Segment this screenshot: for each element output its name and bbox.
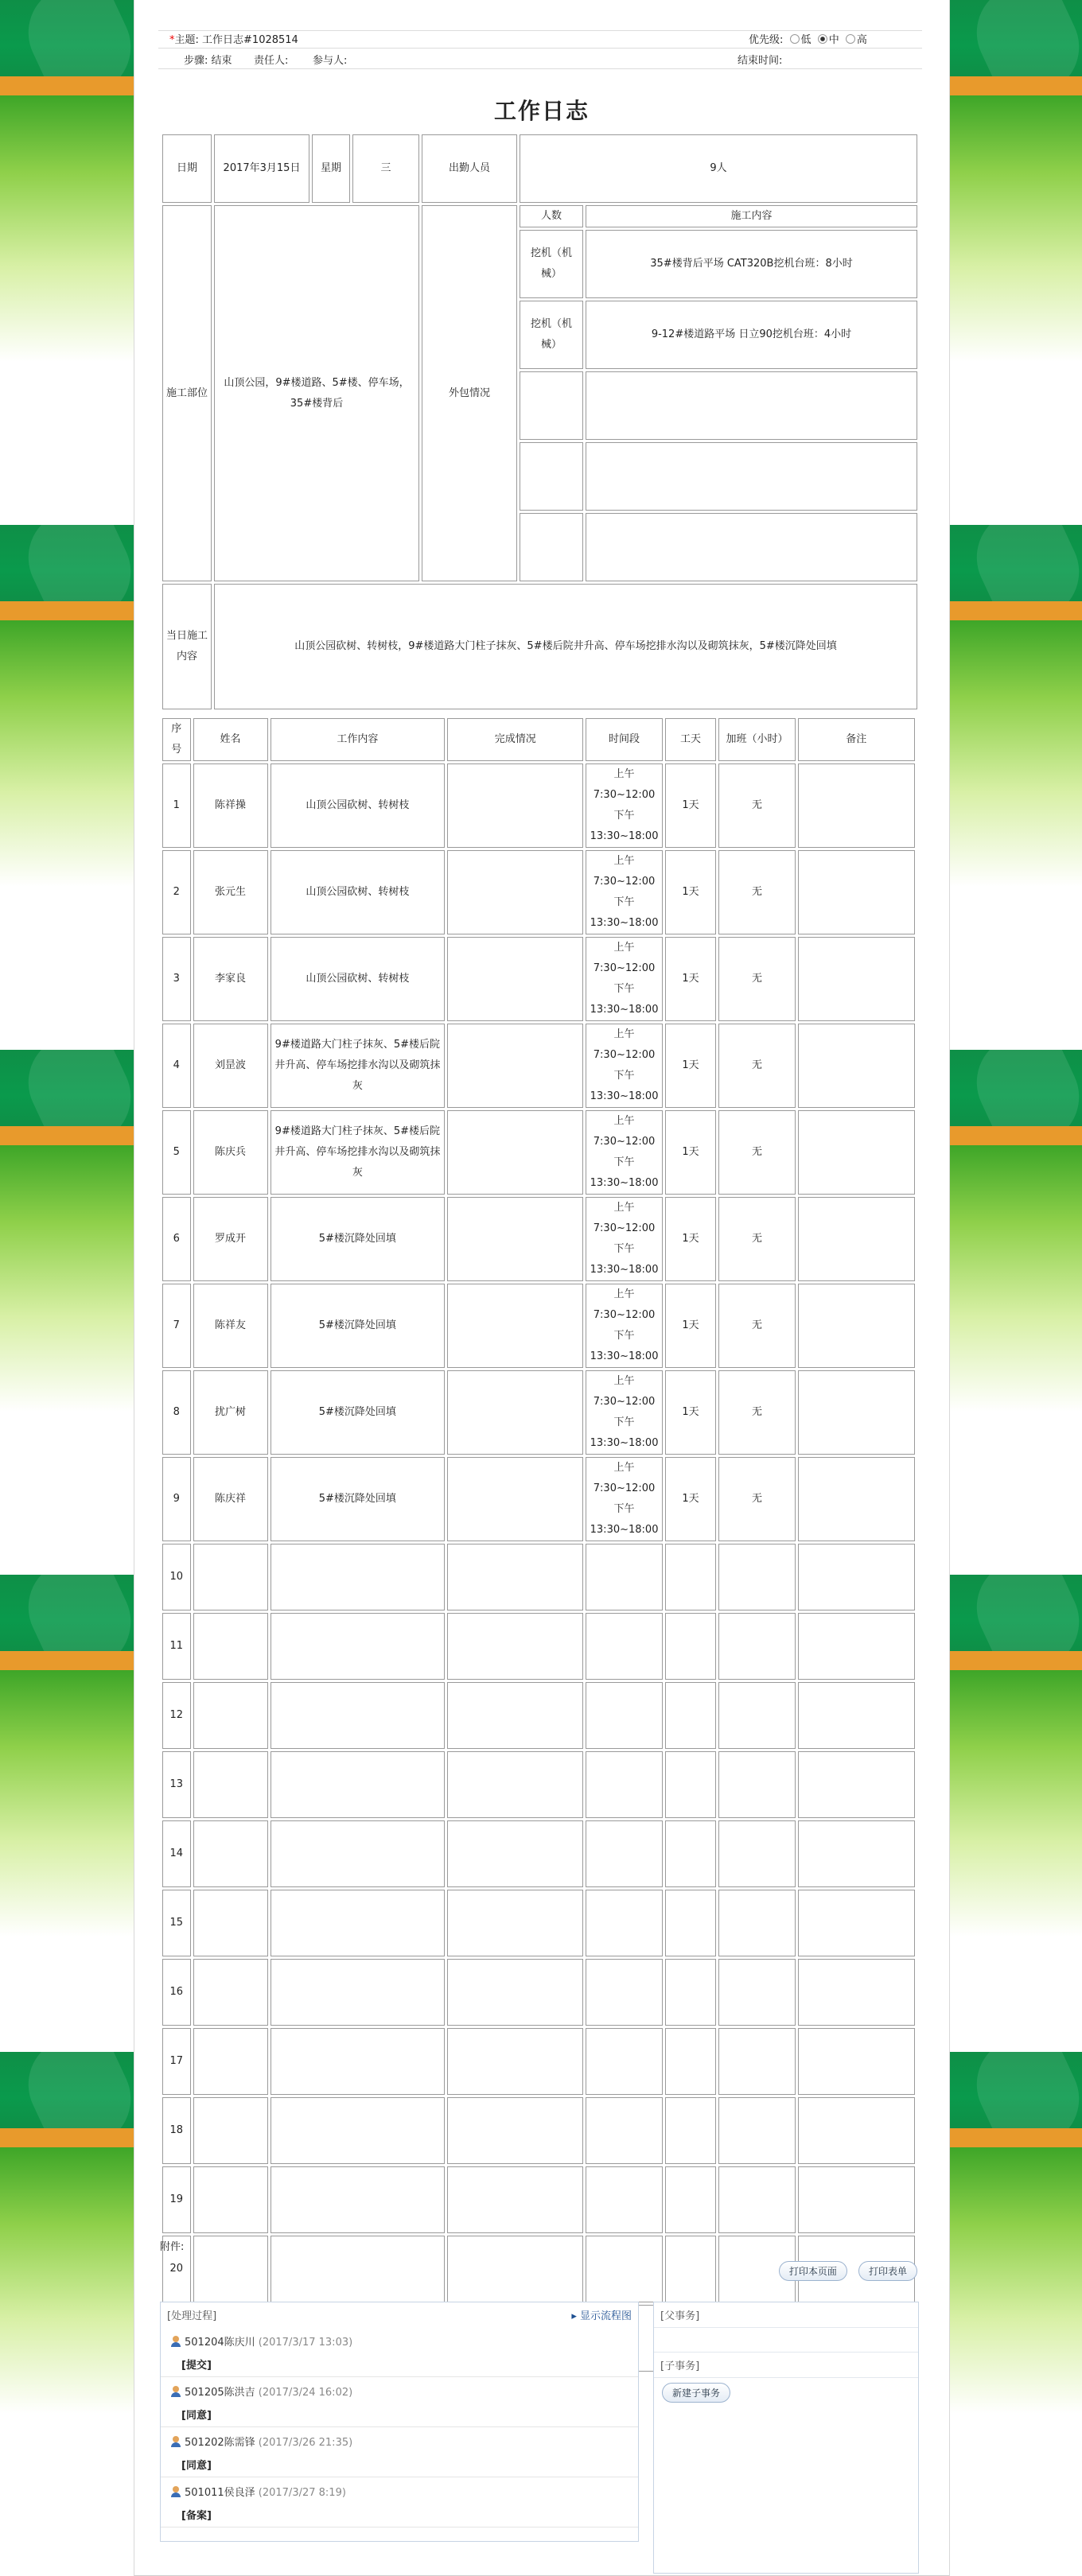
outsource-content: 35#楼背后平场 CAT320B挖机台班：8小时 (586, 230, 917, 298)
step-field: 步骤: 结束 (184, 55, 232, 67)
owner-field: 责任人: (254, 55, 289, 67)
step-time: (2017/3/27 8:19) (258, 2487, 346, 2499)
overtime: 无 (718, 937, 795, 1021)
completion (447, 850, 583, 934)
table-row (162, 763, 915, 848)
row-number: 13 (162, 1751, 191, 1818)
table-row (162, 1959, 915, 2026)
completion (447, 1613, 583, 1680)
outsource-count (520, 442, 583, 511)
completion (447, 1959, 583, 2026)
completion (447, 763, 583, 848)
outsource-label: 外包情况 (422, 205, 517, 581)
table-row (162, 937, 915, 1021)
overtime (718, 1751, 795, 1818)
overtime: 无 (718, 1370, 795, 1455)
process-title: [处理过程] (167, 2310, 217, 2322)
work-content: 山顶公园砍树、转树枝 (270, 937, 445, 1021)
step-user: 501011侯良泽 (185, 2487, 255, 2499)
overtime (718, 1682, 795, 1749)
row-number: 4 (162, 1024, 191, 1108)
row-number: 6 (162, 1197, 191, 1281)
step-action: [同意] (181, 2410, 212, 2422)
priority-group: 优先级: 低 中 高 (749, 34, 867, 46)
work-content: 9#楼道路大门柱子抹灰、5#楼后院井升高、停车场挖排水沟以及砌筑抹灰 (270, 1024, 445, 1108)
col-header: 序号 (162, 718, 191, 761)
overtime: 无 (718, 1284, 795, 1368)
step-user: 501204陈庆川 (185, 2337, 255, 2349)
worker-name: 刘昰波 (193, 1024, 268, 1108)
overtime (718, 1820, 795, 1887)
remark (798, 1024, 915, 1108)
new-child-button[interactable]: 新建子事务 (662, 2383, 730, 2403)
work-days (665, 1751, 717, 1818)
remark (798, 1751, 915, 1818)
work-content (270, 1682, 445, 1749)
completion (447, 1197, 583, 1281)
overtime: 无 (718, 763, 795, 848)
remark (798, 1613, 915, 1680)
daily-content-value: 山顶公园砍树、转树枝，9#楼道路大门柱子抹灰、5#楼后院井升高、停车场挖排水沟以及砌筑抹灰，5#楼沉降处回填 (214, 584, 917, 709)
weekday-value: 三 (352, 134, 419, 203)
completion (447, 1890, 583, 1956)
step-time: (2017/3/26 21:35) (258, 2437, 353, 2449)
table-row (162, 1197, 915, 1281)
work-days (665, 1544, 717, 1610)
row-number: 12 (162, 1682, 191, 1749)
process-step (161, 2427, 638, 2477)
work-content: 山顶公园砍树、转树枝 (270, 763, 445, 848)
process-steps (161, 2327, 638, 2527)
completion (447, 2097, 583, 2164)
remark (798, 1110, 915, 1195)
priority-high-radio[interactable] (846, 34, 855, 44)
outsource-count: 挖机（机械） (520, 301, 583, 369)
worker-name: 张元生 (193, 850, 268, 934)
overtime (718, 1959, 795, 2026)
time-period (586, 1751, 662, 1818)
step-time: (2017/3/17 13:03) (258, 2337, 353, 2349)
time-period: 上午 7:30~12:00 下午 13:30~18:00 (586, 1197, 662, 1281)
remark (798, 1682, 915, 1749)
time-period (586, 1613, 662, 1680)
outsource-content (586, 371, 917, 440)
work-days (665, 1613, 717, 1680)
remark (798, 1820, 915, 1887)
table-row (162, 1820, 915, 1887)
work-content (270, 1544, 445, 1610)
remark (798, 2028, 915, 2095)
work-content (270, 2097, 445, 2164)
completion (447, 1110, 583, 1195)
row-number: 3 (162, 937, 191, 1021)
site-value: 山顶公园，9#楼道路、5#楼、停车场，35#楼背后 (214, 205, 419, 581)
date-value: 2017年3月15日 (214, 134, 309, 203)
table-row (162, 1024, 915, 1108)
work-content (270, 2166, 445, 2233)
weekday-label: 星期 (312, 134, 350, 203)
completion (447, 1370, 583, 1455)
work-days: 1天 (665, 850, 717, 934)
row-number: 9 (162, 1457, 191, 1541)
user-icon (170, 2336, 181, 2347)
work-days (665, 2097, 717, 2164)
process-step (161, 2477, 638, 2527)
row-number: 17 (162, 2028, 191, 2095)
outsource-count: 挖机（机械） (520, 230, 583, 298)
related-panel (653, 2302, 919, 2574)
user-icon (170, 2486, 181, 2497)
overtime: 无 (718, 1110, 795, 1195)
remark (798, 1284, 915, 1368)
step-action: [备案] (181, 2510, 212, 2522)
row-number: 2 (162, 850, 191, 934)
attachment-label: 附件: (160, 2241, 185, 2253)
table-row (162, 1613, 915, 1680)
worker-name (193, 2028, 268, 2095)
outsource-count (520, 513, 583, 581)
table-row (162, 1457, 915, 1541)
worker-name (193, 1890, 268, 1956)
show-flowchart-link[interactable]: ▸ 显示流程图 (571, 2310, 632, 2322)
remark (798, 2166, 915, 2233)
time-period: 上午 7:30~12:00 下午 13:30~18:00 (586, 1110, 662, 1195)
time-period: 上午 7:30~12:00 下午 13:30~18:00 (586, 763, 662, 848)
remark (798, 1959, 915, 2026)
step-action: [提交] (181, 2360, 212, 2372)
row-number: 1 (162, 763, 191, 848)
overtime: 无 (718, 850, 795, 934)
time-period (586, 1820, 662, 1887)
work-content (270, 1959, 445, 2026)
table-row (162, 850, 915, 934)
table-row (162, 1284, 915, 1368)
work-content: 5#楼沉降处回填 (270, 1197, 445, 1281)
worker-name: 罗成开 (193, 1197, 268, 1281)
worker-name (193, 1544, 268, 1610)
worker-name (193, 2166, 268, 2233)
worker-name: 扰广树 (193, 1370, 268, 1455)
time-period (586, 1890, 662, 1956)
table-row (162, 1110, 915, 1195)
table-row (162, 1751, 915, 1818)
row-number: 14 (162, 1820, 191, 1887)
overtime (718, 2097, 795, 2164)
time-period (586, 1959, 662, 2026)
date-label: 日期 (162, 134, 212, 203)
time-period: 上午 7:30~12:00 下午 13:30~18:00 (586, 1284, 662, 1368)
info-table (160, 132, 917, 712)
work-days: 1天 (665, 1457, 717, 1541)
completion (447, 1682, 583, 1749)
time-period: 上午 7:30~12:00 下午 13:30~18:00 (586, 1457, 662, 1541)
attachment-row (160, 2238, 917, 2253)
worker-name (193, 1751, 268, 1818)
outsource-header-count: 人数 (520, 205, 583, 227)
row-number: 11 (162, 1613, 191, 1680)
step-user: 501202陈需锋 (185, 2437, 255, 2449)
col-header: 加班（小时） (718, 718, 795, 761)
overtime: 无 (718, 1457, 795, 1541)
subject: *主题: 工作日志#1028514 (169, 34, 298, 46)
completion (447, 2166, 583, 2233)
process-step (161, 2377, 638, 2427)
completion (447, 2028, 583, 2095)
overtime (718, 2166, 795, 2233)
table-row (162, 1682, 915, 1749)
table-row (162, 1890, 915, 1956)
table-row (162, 2097, 915, 2164)
row-number: 16 (162, 1959, 191, 2026)
row-number: 5 (162, 1110, 191, 1195)
work-days (665, 2028, 717, 2095)
completion (447, 1544, 583, 1610)
work-days: 1天 (665, 1024, 717, 1108)
work-days: 1天 (665, 1284, 717, 1368)
table-row (162, 2166, 915, 2233)
print-form-button[interactable]: 打印表单 (858, 2261, 917, 2281)
overtime: 无 (718, 1197, 795, 1281)
time-period (586, 2097, 662, 2164)
priority-medium-radio[interactable] (818, 34, 827, 44)
worker-name: 李家良 (193, 937, 268, 1021)
work-content: 山顶公园砍树、转树枝 (270, 850, 445, 934)
row-number: 8 (162, 1370, 191, 1455)
remark (798, 1890, 915, 1956)
work-days (665, 1820, 717, 1887)
priority-low-radio[interactable] (790, 34, 800, 44)
process-panel (160, 2302, 639, 2542)
end-time-field: 结束时间: (738, 55, 783, 67)
outsource-content: 9-12#楼道路平场 日立90挖机台班：4小时 (586, 301, 917, 369)
row-number: 19 (162, 2166, 191, 2233)
outsource-header-content: 施工内容 (586, 205, 917, 227)
parent-title: [父事务] (654, 2302, 918, 2328)
time-period (586, 2028, 662, 2095)
worker-name: 陈祥友 (193, 1284, 268, 1368)
completion (447, 937, 583, 1021)
row-number: 10 (162, 1544, 191, 1610)
time-period: 上午 7:30~12:00 下午 13:30~18:00 (586, 1370, 662, 1455)
work-content: 5#楼沉降处回填 (270, 1370, 445, 1455)
work-content (270, 1751, 445, 1818)
worker-name (193, 1613, 268, 1680)
overtime (718, 1890, 795, 1956)
work-days (665, 1682, 717, 1749)
subject-value: 工作日志#1028514 (202, 34, 298, 46)
worker-name (193, 1959, 268, 2026)
attendance-label: 出勤人员 (422, 134, 517, 203)
work-content (270, 1890, 445, 1956)
row-number: 20 (162, 2236, 191, 2302)
work-content: 5#楼沉降处回填 (270, 1284, 445, 1368)
time-period: 上午 7:30~12:00 下午 13:30~18:00 (586, 937, 662, 1021)
document-title: 工作日志 (493, 98, 590, 124)
remark (798, 1197, 915, 1281)
work-content: 9#楼道路大门柱子抹灰、5#楼后院井升高、停车场挖排水沟以及砌筑抹灰 (270, 1110, 445, 1195)
participants-field: 参与人: (313, 55, 348, 67)
remark (798, 937, 915, 1021)
work-days: 1天 (665, 1110, 717, 1195)
user-icon (170, 2436, 181, 2447)
outsource-content (586, 442, 917, 511)
worker-name (193, 2097, 268, 2164)
worker-name (193, 1820, 268, 1887)
table-row (162, 1370, 915, 1455)
row-number: 18 (162, 2097, 191, 2164)
workers-header-row (162, 718, 915, 761)
remark (798, 1457, 915, 1541)
overtime (718, 2028, 795, 2095)
worker-name (193, 1682, 268, 1749)
outsource-count (520, 371, 583, 440)
user-icon (170, 2386, 181, 2397)
remark (798, 1370, 915, 1455)
row-number: 15 (162, 1890, 191, 1956)
workers-table (160, 716, 917, 2374)
table-row (162, 1544, 915, 1610)
left-background (0, 0, 134, 2576)
remark (798, 763, 915, 848)
step-action: [同意] (181, 2460, 212, 2472)
work-content (270, 1820, 445, 1887)
completion (447, 1751, 583, 1818)
worker-name: 陈祥操 (193, 763, 268, 848)
time-period (586, 1544, 662, 1610)
work-days: 1天 (665, 763, 717, 848)
col-header: 时间段 (586, 718, 662, 761)
work-days (665, 1959, 717, 2026)
time-period (586, 2166, 662, 2233)
work-days: 1天 (665, 1197, 717, 1281)
worker-name: 陈庆祥 (193, 1457, 268, 1541)
col-header: 工天 (665, 718, 717, 761)
work-days (665, 1890, 717, 1956)
print-page-button[interactable]: 打印本页面 (779, 2261, 847, 2281)
step-time: (2017/3/24 16:02) (258, 2387, 353, 2399)
outsource-content (586, 513, 917, 581)
completion (447, 1820, 583, 1887)
worker-name: 陈庆兵 (193, 1110, 268, 1195)
work-days (665, 2166, 717, 2233)
document-page (134, 0, 950, 2576)
overtime (718, 1613, 795, 1680)
step-user: 501205陈洪吉 (185, 2387, 255, 2399)
child-title: [子事务] (654, 2353, 918, 2378)
completion (447, 1457, 583, 1541)
site-label: 施工部位 (162, 205, 212, 581)
row-number: 7 (162, 1284, 191, 1368)
work-content (270, 1613, 445, 1680)
attendance-value: 9人 (520, 134, 917, 203)
arrow-right-icon: ▸ (571, 2310, 577, 2322)
time-period: 上午 7:30~12:00 下午 13:30~18:00 (586, 1024, 662, 1108)
time-period (586, 1682, 662, 1749)
work-content (270, 2028, 445, 2095)
work-content: 5#楼沉降处回填 (270, 1457, 445, 1541)
col-header: 工作内容 (270, 718, 445, 761)
remark (798, 1544, 915, 1610)
remark (798, 2097, 915, 2164)
col-header: 备注 (798, 718, 915, 761)
right-background (948, 0, 1082, 2576)
completion (447, 1284, 583, 1368)
completion (447, 1024, 583, 1108)
overtime: 无 (718, 1024, 795, 1108)
meta-header (158, 24, 922, 87)
time-period: 上午 7:30~12:00 下午 13:30~18:00 (586, 850, 662, 934)
work-days: 1天 (665, 1370, 717, 1455)
remark (798, 850, 915, 934)
overtime (718, 1544, 795, 1610)
table-row (162, 2028, 915, 2095)
process-step (161, 2327, 638, 2377)
action-bar (160, 2261, 917, 2281)
work-days: 1天 (665, 937, 717, 1021)
daily-content-label: 当日施工内容 (162, 584, 212, 709)
col-header: 姓名 (193, 718, 268, 761)
col-header: 完成情况 (447, 718, 583, 761)
